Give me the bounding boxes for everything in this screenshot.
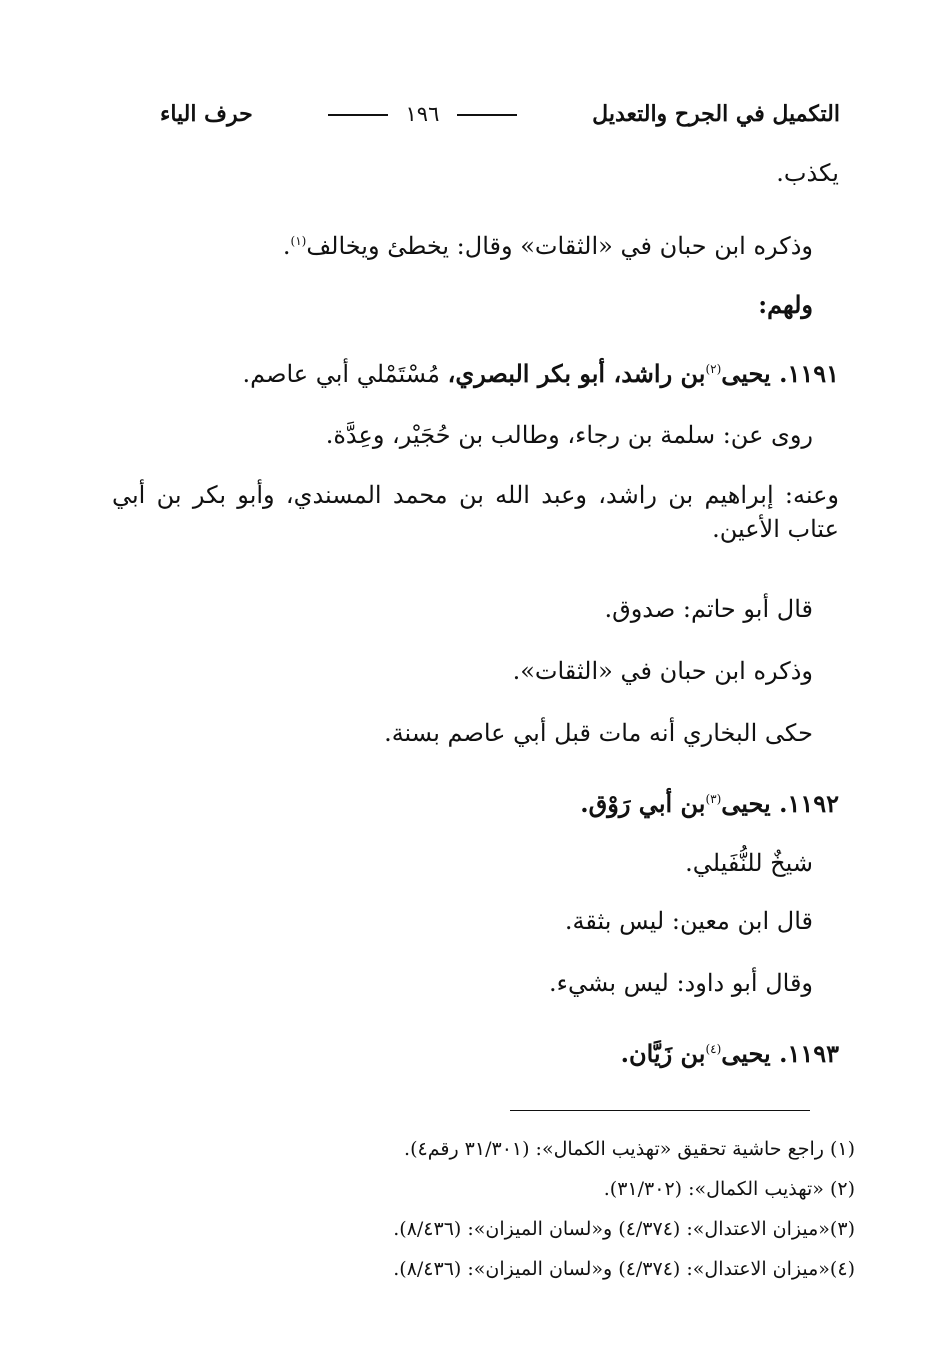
line-text: يكذب. — [776, 159, 839, 187]
footnote-3: (٣)«ميزان الاعتدال»: (٤/٣٧٤) و«لسان الميزان»: (٨/٤٣٦). — [393, 1218, 855, 1240]
entry-name: بن راشد، أبو بكر البصري، — [447, 359, 706, 388]
line-text: روى عن: سلمة بن رجاء، وطالب بن حُجَيْر، وعِدَّة. — [325, 421, 813, 449]
footnote-separator — [510, 1110, 810, 1111]
text-paragraph — [112, 478, 839, 546]
text-line — [384, 716, 813, 750]
text-line — [604, 592, 813, 626]
footnote-ref[interactable]: (٣) — [705, 792, 722, 806]
footnote-ref[interactable]: (٢) — [705, 362, 722, 376]
line-text: وذكره ابن حبان في «الثقات». — [512, 657, 813, 685]
footnote-4: (٤)«ميزان الاعتدال»: (٤/٣٧٤) و«لسان الميزان»: (٨/٤٣٦). — [393, 1258, 855, 1280]
line-text: وقال أبو داود: ليس بشيء. — [549, 969, 813, 997]
section-heading — [758, 288, 813, 322]
chapter-title: حرف الياء — [160, 101, 253, 127]
text-line — [565, 904, 813, 938]
header-dash — [328, 114, 388, 116]
line-end: . — [282, 232, 291, 260]
running-header — [160, 94, 840, 134]
text-line — [549, 966, 813, 1000]
line-text: حكى البخاري أنه مات قبل أبي عاصم بسنة. — [384, 719, 813, 747]
heading-text: ولهم: — [758, 290, 813, 319]
text-line — [326, 418, 813, 452]
line-text: قال أبو حاتم: صدوق. — [604, 595, 813, 623]
entry-name: بن زَيَّان. — [620, 1039, 706, 1068]
line-text: قال ابن معين: ليس بثقة. — [564, 907, 813, 935]
line-text: وذكره ابن حبان في «الثقات» وقال: يخطئ ويخالف — [306, 232, 813, 260]
book-title: التكميل في الجرح والتعديل — [592, 101, 840, 127]
entry-number: ١١٩٣. يحيى — [721, 1039, 839, 1068]
text-line — [283, 224, 813, 263]
line-text: شيخٌ للنُّفَيلي. — [685, 849, 813, 877]
footnote-1: (١) راجع حاشية تحقيق «تهذيب الكمال»: (٣١/٣٠١ رقم٤). — [404, 1138, 855, 1160]
page-number: ١٩٦ — [405, 102, 440, 126]
entry-desc: مُسْتَمْلي أبي عاصم. — [242, 360, 448, 388]
header-dash — [457, 114, 517, 116]
header-center — [318, 101, 527, 127]
text-line — [685, 846, 813, 880]
entry-heading-1192 — [580, 782, 839, 821]
footnote-2: (٢) «تهذيب الكمال»: (٣١/٣٠٢). — [603, 1178, 855, 1200]
entry-number: ١١٩٢. يحيى — [721, 789, 839, 818]
footnote-ref[interactable]: (٤) — [705, 1042, 722, 1056]
entry-number: ١١٩١. يحيى — [721, 359, 839, 388]
paragraph-text: وعنه: إبراهيم بن راشد، وعبد الله بن محمد المسندي، وأبو بكر بن أبي عتاب الأعين. — [112, 481, 839, 543]
text-line — [513, 654, 813, 688]
entry-heading-1193 — [621, 1032, 839, 1071]
footnote-ref[interactable]: (١) — [290, 234, 307, 248]
entry-heading-1191 — [242, 352, 839, 391]
text-line — [776, 156, 839, 190]
entry-name: بن أبي رَوْق. — [580, 789, 706, 818]
